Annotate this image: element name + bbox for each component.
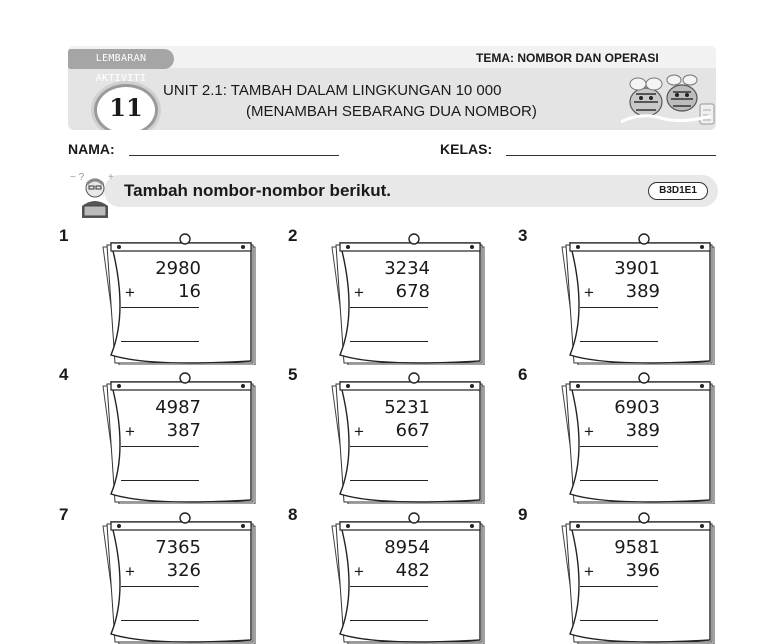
theme-label: TEMA: NOMBOR DAN OPERASI	[476, 51, 659, 65]
addend-2: 482	[395, 560, 430, 581]
answer-field[interactable]	[580, 620, 658, 621]
addend-1: 3901	[614, 258, 660, 279]
unit-badge	[94, 84, 158, 130]
ring-icon	[639, 513, 649, 523]
sheet-tag: LEMBARAN AKTIVITI	[68, 49, 174, 69]
answer-field[interactable]	[350, 620, 428, 621]
teacher-icon	[68, 166, 122, 220]
class-label: KELAS:	[440, 141, 493, 157]
svg-text:− ?: − ?	[70, 172, 85, 183]
addend-1: 6903	[614, 397, 660, 418]
addend-1: 4987	[155, 397, 201, 418]
problem-card	[59, 505, 259, 644]
unit-title: UNIT 2.1: TAMBAH DALAM LINGKUNGAN 10 000	[163, 82, 502, 99]
plus-sign: +	[354, 422, 364, 441]
answer-field[interactable]	[580, 480, 658, 481]
addend-1: 7365	[155, 537, 201, 558]
plus-sign: +	[584, 562, 594, 581]
unit-subtitle: (MENAMBAH SEBARANG DUA NOMBOR)	[246, 103, 537, 120]
ring-icon	[409, 234, 419, 244]
addend-2: 396	[625, 560, 660, 581]
plus-sign: +	[125, 283, 135, 302]
sum-line	[580, 307, 658, 308]
sum-line	[350, 446, 428, 447]
problem-number: 4	[59, 365, 69, 384]
addend-1: 2980	[155, 258, 201, 279]
sum-line	[350, 586, 428, 587]
addend-2: 678	[395, 281, 430, 302]
sum-line	[580, 446, 658, 447]
sum-line	[121, 446, 199, 447]
addend-2: 389	[625, 420, 660, 441]
answer-field[interactable]	[350, 341, 428, 342]
problem-card	[288, 226, 488, 365]
problem-card	[59, 365, 259, 504]
addend-2: 387	[166, 420, 201, 441]
instruction-text: Tambah nombor-nombor berikut.	[124, 181, 391, 200]
plus-sign: +	[354, 283, 364, 302]
instruction-bar	[104, 175, 718, 207]
skill-code-badge: B3D1E1	[648, 182, 708, 200]
addend-1: 9581	[614, 537, 660, 558]
ring-icon	[409, 373, 419, 383]
unit-number: 11	[109, 93, 143, 122]
bee-icon	[616, 64, 716, 128]
addend-2: 16	[178, 281, 201, 302]
plus-sign: +	[125, 422, 135, 441]
problem-card	[518, 365, 718, 504]
problem-card	[59, 226, 259, 365]
problem-number: 8	[288, 505, 298, 524]
problem-card	[288, 365, 488, 504]
sum-line	[350, 307, 428, 308]
plus-sign: +	[584, 283, 594, 302]
sum-line	[121, 586, 199, 587]
ring-icon	[180, 373, 190, 383]
problem-card	[288, 505, 488, 644]
problem-number: 5	[288, 365, 298, 384]
name-field[interactable]	[129, 155, 339, 156]
plus-sign: +	[354, 562, 364, 581]
addend-2: 389	[625, 281, 660, 302]
addend-2: 326	[166, 560, 201, 581]
addend-2: 667	[395, 420, 430, 441]
header-banner	[68, 46, 716, 130]
answer-field[interactable]	[580, 341, 658, 342]
ring-icon	[639, 234, 649, 244]
ring-icon	[409, 513, 419, 523]
addend-1: 8954	[384, 537, 430, 558]
addend-1: 3234	[384, 258, 430, 279]
problem-number: 1	[59, 226, 69, 245]
calendar-card-graphic	[89, 231, 259, 365]
addend-1: 5231	[384, 397, 430, 418]
ring-icon	[180, 234, 190, 244]
problem-number: 7	[59, 505, 69, 524]
plus-sign: +	[584, 422, 594, 441]
problem-number: 3	[518, 226, 528, 245]
problem-number: 6	[518, 365, 528, 384]
sum-line	[121, 307, 199, 308]
name-label: NAMA:	[68, 141, 115, 157]
answer-field[interactable]	[350, 480, 428, 481]
problem-card	[518, 226, 718, 365]
sum-line	[580, 586, 658, 587]
problem-card	[518, 505, 718, 644]
answer-field[interactable]	[121, 341, 199, 342]
answer-field[interactable]	[121, 480, 199, 481]
ring-icon	[639, 373, 649, 383]
problem-number: 9	[518, 505, 528, 524]
plus-sign: +	[125, 562, 135, 581]
answer-field[interactable]	[121, 620, 199, 621]
svg-text:+: +	[108, 172, 114, 183]
class-field[interactable]	[506, 155, 716, 156]
problem-number: 2	[288, 226, 298, 245]
ring-icon	[180, 513, 190, 523]
